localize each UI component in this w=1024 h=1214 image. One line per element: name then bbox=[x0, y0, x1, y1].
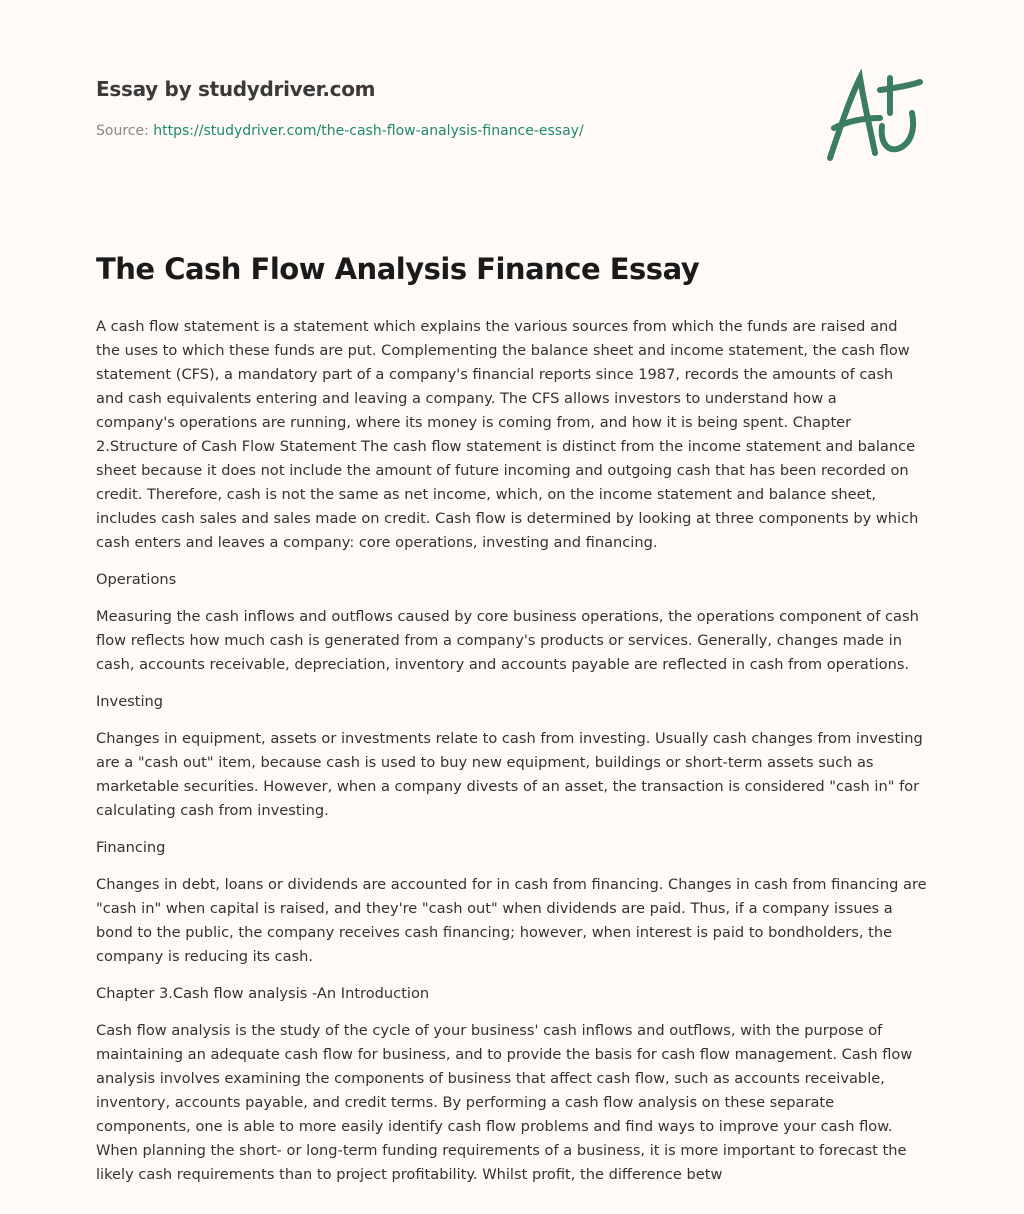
source-line bbox=[96, 123, 584, 139]
section-heading bbox=[96, 836, 946, 860]
text-line: flow reflects how much cash is generated from a company's products or services. Generally, changes made in bbox=[96, 632, 902, 649]
paragraph bbox=[96, 605, 946, 677]
text-line: cash enters and leaves a company: core operations, investing and financing. bbox=[96, 534, 658, 551]
text-line: includes cash sales and sales made on credit. Cash flow is determined by looking at three components by which bbox=[96, 510, 919, 527]
paragraph bbox=[96, 1019, 946, 1187]
text-line: Measuring the cash inflows and outflows caused by core business operations, the operations component of cash bbox=[96, 608, 919, 625]
text-line: "cash in" when capital is raised, and they're "cash out" when dividends are paid. Thus, if a company issues a bbox=[96, 900, 893, 917]
paragraph bbox=[96, 315, 946, 555]
source-label: Source: bbox=[96, 123, 154, 139]
essay-body bbox=[96, 315, 946, 1200]
site-brand: Essay by studydriver.com bbox=[96, 77, 376, 101]
text-line: cash, accounts receivable, depreciation, inventory and accounts payable are reflected in cash from operations. bbox=[96, 656, 910, 673]
text-line: Changes in debt, loans or dividends are accounted for in cash from financing. Changes in cash from financing are bbox=[96, 876, 927, 893]
text-line: When planning the short- or long-term funding requirements of a business, it is more important to forecast the bbox=[96, 1142, 907, 1159]
text-line: maintaining an adequate cash flow for business, and to provide the basis for cash flow management. Cash flow bbox=[96, 1046, 913, 1063]
paragraph bbox=[96, 727, 946, 823]
text-line: components, one is able to more easily identify cash flow problems and find ways to improve your cash flow. bbox=[96, 1118, 893, 1135]
paragraph bbox=[96, 873, 946, 969]
text-line: inventory, accounts payable, and credit terms. By performing a cash flow analysis on these separate bbox=[96, 1094, 835, 1111]
text-line: the uses to which these funds are put. Complementing the balance sheet and income statement, the cash flow bbox=[96, 342, 910, 359]
text-line: statement (CFS), a mandatory part of a company's financial reports since 1987, records the amounts of cash bbox=[96, 366, 894, 383]
text-line: marketable securities. However, when a company divests of an asset, the transaction is considered "cash in" for bbox=[96, 778, 920, 795]
text-line: Cash flow analysis is the study of the cycle of your business' cash inflows and outflows, with the purpose of bbox=[96, 1022, 883, 1039]
text-line: and cash equivalents entering and leaving a company. The CFS allows investors to understand how a bbox=[96, 390, 837, 407]
page-title: The Cash Flow Analysis Finance Essay bbox=[96, 252, 700, 286]
section-heading bbox=[96, 568, 946, 592]
text-line: Changes in equipment, assets or investments relate to cash from investing. Usually cash changes from investing bbox=[96, 730, 923, 747]
text-line: bond to the public, the company receives cash financing; however, when interest is paid to bondholders, the bbox=[96, 924, 893, 941]
text-line: Investing bbox=[96, 693, 164, 710]
section-heading bbox=[96, 690, 946, 714]
text-line: calculating cash from investing. bbox=[96, 802, 329, 819]
text-line: company is reducing its cash. bbox=[96, 948, 314, 965]
text-line: credit. Therefore, cash is not the same as net income, which, on the income statement and balance sheet, bbox=[96, 486, 876, 503]
section-heading bbox=[96, 982, 946, 1006]
text-line: likely cash requirements than to project profitability. Whilst profit, the difference betw bbox=[96, 1166, 723, 1183]
text-line: A cash flow statement is a statement which explains the various sources from which the funds are raised and bbox=[96, 318, 898, 335]
text-line: company's operations are running, where its money is coming from, and how it is being spent. Chapter bbox=[96, 414, 852, 431]
a-plus-logo-icon bbox=[820, 68, 930, 168]
text-line: 2.Structure of Cash Flow Statement The cash flow statement is distinct from the income statement and balance bbox=[96, 438, 916, 455]
text-line: Operations bbox=[96, 571, 177, 588]
source-link[interactable]: https://studydriver.com/the-cash-flow-analysis-finance-essay/ bbox=[153, 123, 584, 139]
text-line: are a "cash out" item, because cash is used to buy new equipment, buildings or short-term assets such as bbox=[96, 754, 874, 771]
text-line: Chapter 3.Cash flow analysis -An Introduction bbox=[96, 985, 430, 1002]
text-line: sheet because it does not include the amount of future incoming and outgoing cash that has been recorded on bbox=[96, 462, 909, 479]
text-line: Financing bbox=[96, 839, 166, 856]
text-line: analysis involves examining the components of business that affect cash flow, such as accounts receivable, bbox=[96, 1070, 885, 1087]
